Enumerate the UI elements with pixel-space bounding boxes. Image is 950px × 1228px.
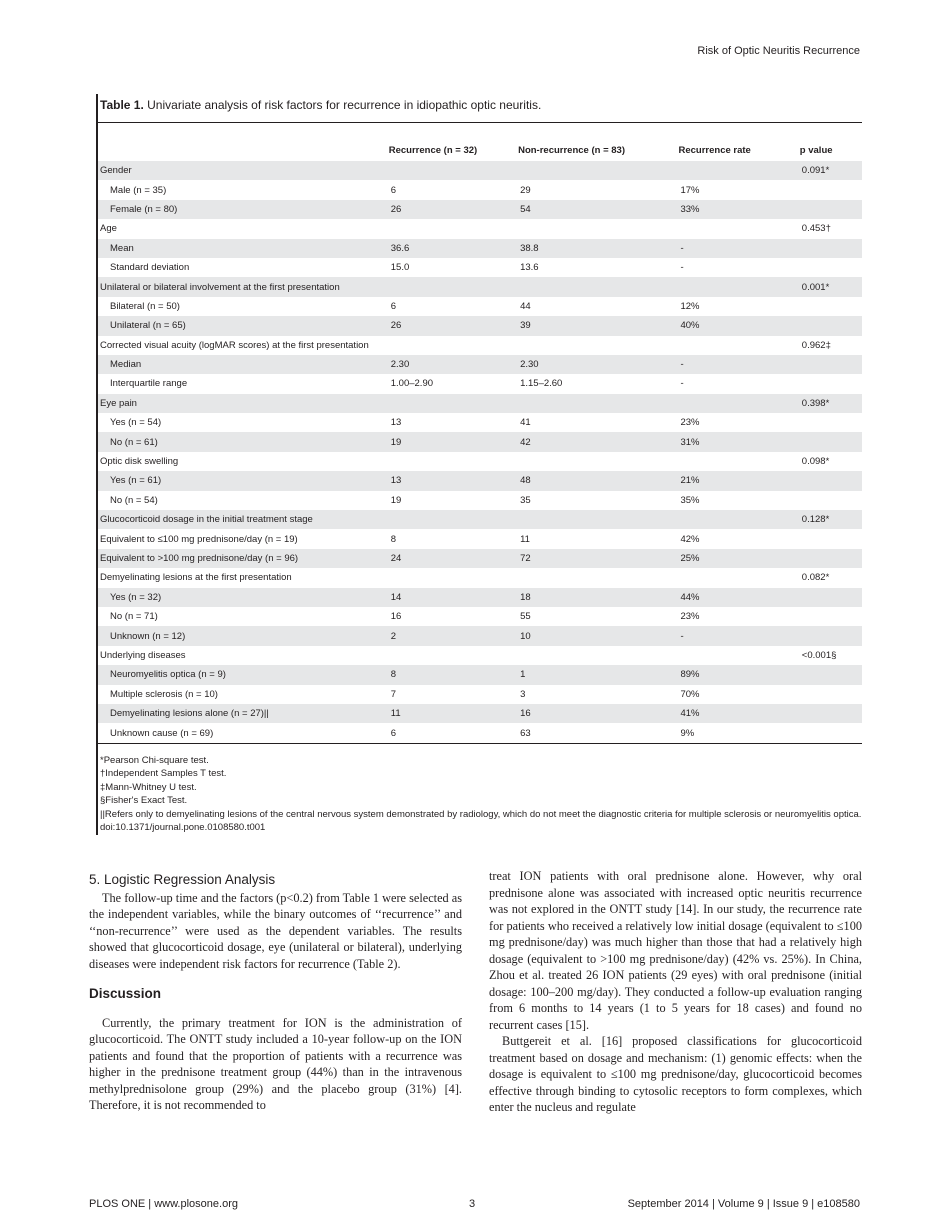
col-header-p-value: p value	[799, 144, 833, 156]
cell-non-recurrence: 16	[518, 704, 678, 723]
cell-rate: 23%	[680, 611, 700, 623]
cell-p-value: 0.001*	[800, 277, 862, 296]
cell-factor: Unilateral or bilateral involvement at the first presentation	[98, 277, 389, 296]
cell-rate: 42%	[680, 533, 700, 545]
cell-recurrence: 26	[389, 316, 518, 335]
table-row	[98, 374, 862, 393]
table-row	[98, 704, 862, 723]
cell-p-value	[800, 529, 862, 548]
table-header-row	[98, 139, 862, 161]
cell-recurrence: 36.6	[389, 239, 518, 258]
cell-non-recurrence: 29	[520, 184, 531, 196]
cell-recurrence: 8	[389, 665, 518, 684]
cell-rate: 89%	[678, 665, 799, 684]
cell-non-recurrence	[518, 568, 678, 587]
cell-rate: -	[678, 355, 799, 374]
col-header-rate: Recurrence rate	[678, 144, 751, 156]
cell-p-value	[800, 432, 862, 451]
table-caption	[98, 94, 862, 118]
cell-non-recurrence: 54	[518, 200, 678, 219]
cell-non-recurrence: 42	[518, 432, 678, 451]
cell-recurrence	[389, 510, 518, 529]
cell-rate: 33%	[678, 200, 799, 219]
running-header: Risk of Optic Neuritis Recurrence	[697, 45, 860, 57]
cell-p-value	[800, 374, 862, 393]
cell-rate: 25%	[678, 549, 799, 568]
cell-recurrence: 16	[390, 611, 402, 623]
discussion-paragraph-1: Currently, the primary treatment for ION is the administration of glucocorticoid. The ONTT study included a 10-year follow-up on the ION patients and found that the proportion of patients with a recurrence was higher in the prednisone treatment group (44%) than in the intravenous methylprednisolone group (29%) and the placebo group (31%) [4]. Therefore, it is not recommended to	[89, 1015, 462, 1112]
cell-factor: Mean	[98, 239, 389, 258]
cell-non-recurrence: 72	[518, 549, 678, 568]
col-header-non-recurrence: Non-recurrence (n = 83)	[518, 144, 625, 156]
cell-rate	[678, 510, 799, 529]
cell-rate: 44%	[678, 588, 799, 607]
table-row	[98, 646, 862, 665]
cell-p-value	[800, 588, 862, 607]
cell-p-value	[800, 297, 862, 316]
cell-factor: Standard deviation	[110, 262, 190, 274]
cell-non-recurrence: 41	[520, 417, 531, 429]
table-row	[98, 549, 862, 568]
section-5-paragraph: The follow-up time and the factors (p<0.2) from Table 1 were selected as the independent variables, while the binary outcomes of ‘‘recurrence’’ and ‘‘non-recurrence’’ were used as the dependent variables. The results showed that glucocorticoid dosage, eye (unilateral or bilateral), underlying diseases were independent risk factors for recurrence (Table 2).	[89, 890, 462, 971]
cell-factor: Multiple sclerosis (n = 10)	[110, 688, 218, 700]
cell-p-value	[800, 665, 862, 684]
cell-p-value: 0.082*	[801, 572, 830, 584]
cell-p-value	[800, 316, 862, 335]
table-label: Table 1.	[100, 98, 144, 112]
cell-p-value	[800, 413, 862, 432]
footnote-pearson: *Pearson Chi-square test.	[100, 754, 209, 766]
table-1	[96, 94, 862, 835]
cell-rate: 70%	[680, 688, 700, 700]
cell-recurrence: 13	[389, 471, 518, 490]
cell-factor: Equivalent to ≤100 mg prednisone/day (n = 19)	[100, 533, 298, 545]
cell-non-recurrence	[518, 219, 678, 238]
table-doi: doi:10.1371/journal.pone.0108580.t001	[100, 822, 266, 834]
table-row	[98, 471, 862, 490]
cell-factor: Equivalent to >100 mg prednisone/day (n = 96)	[98, 549, 389, 568]
footnote-mann-whitney: ‡Mann-Whitney U test.	[100, 781, 197, 793]
table-row	[98, 685, 862, 704]
cell-non-recurrence: 44	[520, 300, 531, 312]
cell-recurrence: 26	[389, 200, 518, 219]
footnote-demyelinating: ||Refers only to demyelinating lesions of the central nervous system demonstrated by radiology, which do not meet the diagnostic criteria for multiple sclerosis or neuromyelitis optica.	[100, 808, 862, 820]
table-row	[98, 161, 862, 180]
cell-factor: No (n = 71)	[110, 611, 158, 623]
cell-rate	[678, 277, 799, 296]
cell-non-recurrence	[518, 277, 678, 296]
table-row	[98, 568, 862, 587]
cell-factor: Underlying diseases	[100, 649, 186, 661]
cell-factor: No (n = 54)	[110, 494, 158, 506]
cell-factor: Unilateral (n = 65)	[98, 316, 389, 335]
left-column	[89, 868, 462, 1114]
cell-factor: Interquartile range	[110, 378, 188, 390]
cell-rate: 9%	[680, 727, 695, 739]
cell-p-value	[800, 491, 862, 510]
cell-factor: Gender	[98, 161, 389, 180]
cell-non-recurrence	[518, 510, 678, 529]
cell-recurrence: 13	[390, 417, 402, 429]
cell-p-value: 0.962‡	[801, 339, 831, 351]
cell-p-value	[800, 685, 862, 704]
cell-p-value	[800, 549, 862, 568]
table-caption-text: Univariate analysis of risk factors for recurrence in idiopathic optic neuritis.	[147, 98, 542, 112]
cell-rate	[678, 161, 799, 180]
table-row	[98, 432, 862, 451]
cell-p-value	[800, 355, 862, 374]
cell-factor: Yes (n = 54)	[110, 417, 162, 429]
cell-recurrence: 6	[390, 300, 397, 312]
cell-factor: Demyelinating lesions at the first presentation	[100, 572, 292, 584]
cell-recurrence: 19	[389, 432, 518, 451]
cell-p-value: <0.001§	[801, 649, 837, 661]
cell-rate: -	[678, 239, 799, 258]
cell-non-recurrence: 55	[520, 611, 531, 623]
table-row	[98, 588, 862, 607]
cell-p-value	[800, 607, 862, 626]
cell-recurrence	[389, 452, 518, 471]
footer-page-number: 3	[469, 1198, 476, 1210]
cell-p-value: 0.128*	[800, 510, 862, 529]
cell-factor: Unknown (n = 12)	[98, 626, 389, 645]
table-row	[98, 529, 862, 548]
section-5-heading: 5. Logistic Regression Analysis	[89, 872, 276, 887]
cell-recurrence	[389, 646, 518, 665]
cell-non-recurrence: 39	[518, 316, 678, 335]
cell-non-recurrence: 2.30	[518, 355, 678, 374]
table-row	[98, 258, 862, 277]
cell-recurrence	[389, 219, 518, 238]
cell-recurrence	[389, 394, 518, 413]
cell-non-recurrence	[518, 452, 678, 471]
cell-factor: Demyelinating lesions alone (n = 27)||	[98, 704, 389, 723]
cell-factor: Male (n = 35)	[110, 184, 167, 196]
cell-recurrence: 2	[389, 626, 518, 645]
cell-p-value	[800, 723, 862, 742]
cell-recurrence: 8	[390, 533, 397, 545]
footer-issue-info: September 2014 | Volume 9 | Issue 9 | e108580	[627, 1198, 860, 1210]
table-row	[98, 665, 862, 684]
cell-recurrence	[389, 336, 518, 355]
cell-non-recurrence: 3	[520, 688, 526, 700]
cell-non-recurrence: 13.6	[520, 262, 539, 274]
cell-rate: -	[680, 378, 684, 390]
cell-recurrence: 15.0	[390, 262, 410, 274]
cell-rate	[678, 646, 799, 665]
cell-rate	[678, 452, 799, 471]
table-row	[98, 219, 862, 238]
cell-factor: Female (n = 80)	[98, 200, 389, 219]
footnote-ttest: †Independent Samples T test.	[100, 768, 227, 780]
cell-p-value	[800, 471, 862, 490]
table-row	[98, 180, 862, 199]
cell-rate	[678, 568, 799, 587]
table-row	[98, 607, 862, 626]
right-paragraph-1: treat ION patients with oral prednisone alone. However, why oral prednisone alone was associated with increased optic neuritis recurrence was not explored in the ONTT study [14]. In our study, the recurrence rate for patients who received a relatively low initial dosage (equivalent to ≤100 mg prednisone/day) was much higher than those that had a relatively high dosage (equivalent to >100 mg prednisone/day) (42% vs. 25%). In China, Zhou et al. treated 26 ION patients (29 eyes) with oral prednisone (initial dosage: 100–200 mg/day). They conducted a follow-up evaluation ranging from 6 months to 14 years (1 to 5 years for 18 cases) and found no recurrent cases [15].	[489, 869, 862, 1032]
cell-factor: Eye pain	[98, 394, 389, 413]
cell-recurrence	[389, 277, 518, 296]
cell-p-value	[800, 704, 862, 723]
table-row	[98, 491, 862, 510]
cell-non-recurrence: 63	[520, 727, 531, 739]
cell-recurrence: 7	[390, 688, 397, 700]
table-row	[98, 316, 862, 335]
table-row	[98, 336, 862, 355]
cell-p-value: 0.098*	[801, 456, 830, 468]
cell-rate: 21%	[678, 471, 799, 490]
right-paragraph-2: Buttgereit et al. [16] proposed classifications for glucocorticoid treatment based on dosage and mechanism: (1) genomic effects: when the dosage is equivalent to ≤100 mg prednisone/day, glucocorticoid becomes effective through binding to cytosolic receptors to form complexes, which enter the nucleus and regulate	[489, 1034, 862, 1114]
cell-p-value: 0.398*	[800, 394, 862, 413]
cell-non-recurrence: 18	[518, 588, 678, 607]
cell-factor: Yes (n = 32)	[98, 588, 389, 607]
cell-factor: Yes (n = 61)	[98, 471, 389, 490]
table-row	[98, 297, 862, 316]
cell-factor: Median	[98, 355, 389, 374]
cell-non-recurrence	[518, 161, 678, 180]
cell-rate: 12%	[680, 300, 700, 312]
cell-factor: Glucocorticoid dosage in the initial treatment stage	[98, 510, 389, 529]
cell-factor: Unknown cause (n = 69)	[110, 727, 214, 739]
cell-recurrence: 2.30	[389, 355, 518, 374]
cell-rate	[678, 394, 799, 413]
cell-non-recurrence: 11	[520, 533, 530, 545]
table-row	[98, 355, 862, 374]
footnote-fisher: §Fisher's Exact Test.	[100, 795, 188, 807]
table-row	[98, 626, 862, 645]
discussion-heading: Discussion	[89, 986, 162, 1001]
footer-journal: PLOS ONE | www.plosone.org	[89, 1198, 238, 1210]
cell-p-value	[800, 258, 862, 277]
cell-factor: Neuromyelitis optica (n = 9)	[98, 665, 389, 684]
risk-factor-table	[98, 139, 862, 743]
cell-rate: -	[680, 262, 684, 274]
cell-recurrence: 6	[390, 184, 397, 196]
cell-recurrence: 1.00–2.90	[390, 378, 434, 390]
cell-recurrence: 14	[389, 588, 518, 607]
cell-rate	[678, 336, 799, 355]
cell-non-recurrence	[518, 394, 678, 413]
cell-non-recurrence: 38.8	[518, 239, 678, 258]
cell-non-recurrence: 35	[520, 494, 531, 506]
cell-recurrence	[389, 568, 518, 587]
cell-recurrence: 6	[390, 727, 397, 739]
cell-rate: 35%	[680, 494, 700, 506]
cell-p-value	[800, 200, 862, 219]
cell-recurrence: 11	[389, 704, 518, 723]
cell-rate: 40%	[678, 316, 799, 335]
cell-non-recurrence: 48	[518, 471, 678, 490]
cell-recurrence: 24	[389, 549, 518, 568]
col-header-factor	[98, 139, 389, 161]
cell-recurrence	[389, 161, 518, 180]
cell-rate: 17%	[680, 184, 700, 196]
table-row	[98, 723, 862, 742]
cell-non-recurrence	[518, 646, 678, 665]
cell-p-value: 0.091*	[800, 161, 862, 180]
table-row	[98, 452, 862, 471]
cell-p-value	[800, 626, 862, 645]
table-row	[98, 413, 862, 432]
table-body	[98, 161, 862, 743]
table-row	[98, 200, 862, 219]
cell-p-value: 0.453†	[801, 223, 831, 235]
table-row	[98, 277, 862, 296]
cell-rate: -	[678, 626, 799, 645]
cell-rate: 23%	[680, 417, 700, 429]
right-column	[489, 868, 862, 1116]
cell-factor: Optic disk swelling	[100, 456, 179, 468]
col-header-recurrence: Recurrence (n = 32)	[388, 144, 478, 156]
table-row	[98, 394, 862, 413]
cell-rate: 31%	[678, 432, 799, 451]
cell-rate: 41%	[678, 704, 799, 723]
cell-factor: Age	[100, 223, 117, 235]
cell-non-recurrence: 1	[518, 665, 678, 684]
cell-factor: Bilateral (n = 50)	[110, 300, 180, 312]
cell-non-recurrence: 10	[518, 626, 678, 645]
cell-p-value	[800, 180, 862, 199]
cell-non-recurrence	[518, 336, 678, 355]
table-row	[98, 239, 862, 258]
cell-factor: Corrected visual acuity (logMAR scores) at the first presentation	[100, 339, 369, 351]
cell-p-value	[800, 239, 862, 258]
cell-recurrence: 19	[390, 494, 402, 506]
table-row	[98, 510, 862, 529]
table-footnotes	[98, 744, 862, 835]
cell-rate	[678, 219, 799, 238]
cell-non-recurrence: 1.15–2.60	[520, 378, 563, 390]
cell-factor: No (n = 61)	[98, 432, 389, 451]
